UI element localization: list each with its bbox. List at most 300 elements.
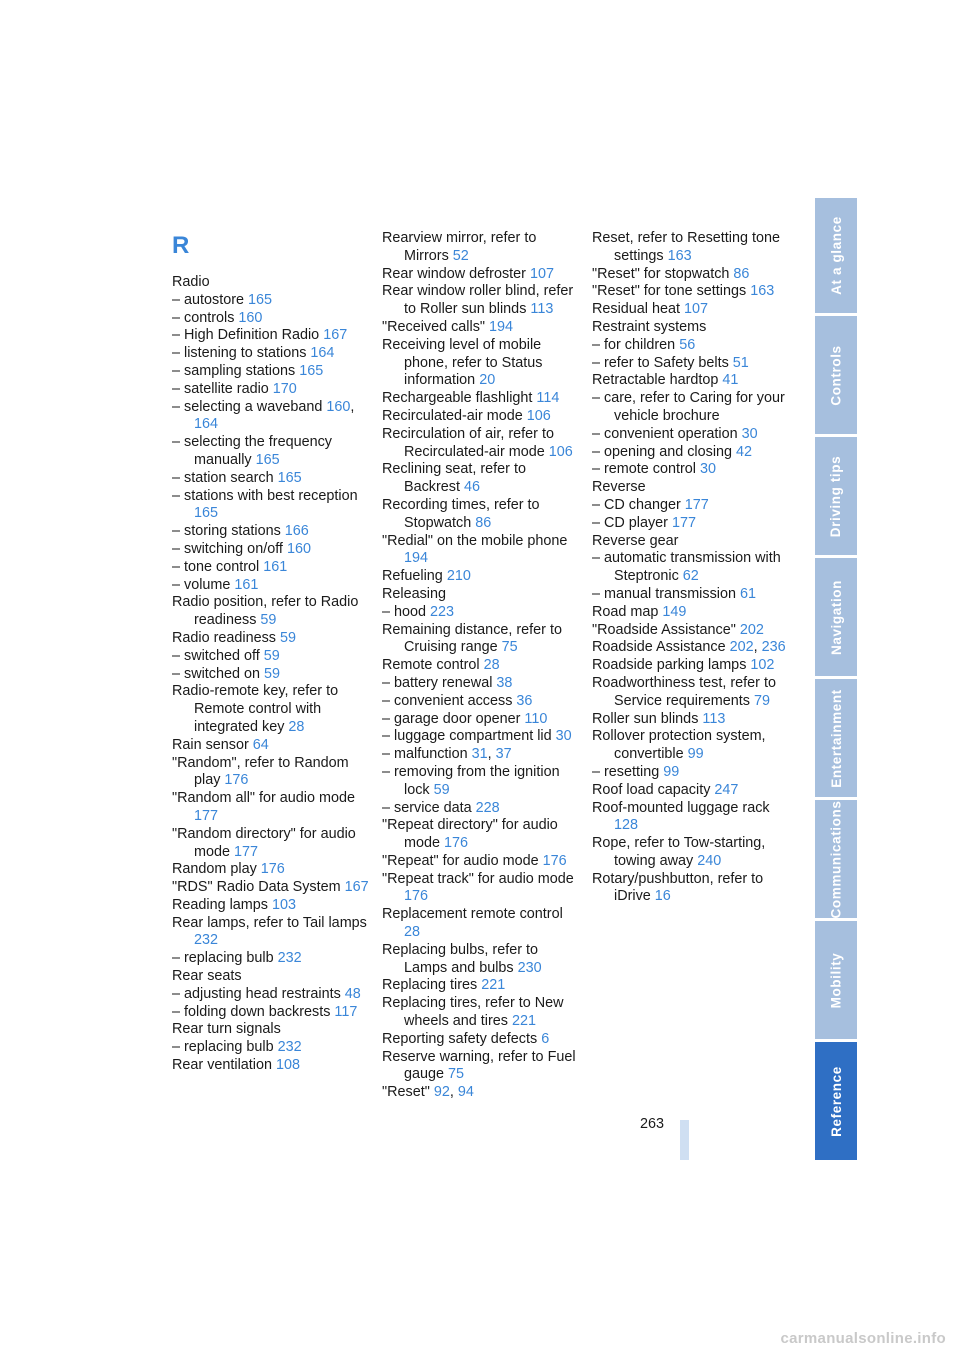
- index-entry-text: Rope, refer to Tow-starting, towing away: [592, 835, 766, 869]
- page-reference-link[interactable]: 176: [444, 835, 469, 852]
- index-entry: [592, 515, 792, 533]
- index-entry: [382, 1031, 582, 1049]
- index-entry: [382, 390, 582, 408]
- index-entry-text: – station search: [172, 469, 278, 486]
- index-entry: [172, 648, 372, 666]
- index-entry-text: Roadside parking lamps: [592, 657, 751, 674]
- index-entry: [172, 897, 372, 915]
- page-reference-link[interactable]: 176: [224, 772, 249, 789]
- index-entry-text: Roof load capacity: [592, 781, 715, 798]
- page-reference-link[interactable]: 46: [463, 479, 480, 496]
- index-entry-text: Rear window roller blind, refer to Roller sun blinds: [382, 283, 574, 318]
- page-reference-link[interactable]: 164: [310, 345, 335, 362]
- page-reference-link[interactable]: 48: [344, 985, 361, 1002]
- page-reference-link[interactable]: 75: [448, 1066, 465, 1083]
- page-reference-link[interactable]: 30: [555, 728, 572, 745]
- index-entry: [592, 533, 792, 551]
- page-reference-link[interactable]: 106: [548, 443, 573, 460]
- page-reference-link[interactable]: 99: [687, 746, 704, 763]
- index-entry: [592, 639, 792, 657]
- page-reference-link[interactable]: 232: [277, 1039, 302, 1056]
- page-reference-link[interactable]: 194: [489, 318, 514, 335]
- index-entry-text: – replacing bulb: [172, 1039, 278, 1056]
- page-reference-link[interactable]: 92: [433, 1084, 450, 1101]
- watermark: carmanualsonline.info: [780, 1330, 946, 1347]
- index-entry-text: "Reset": [382, 1084, 434, 1101]
- index-entry: [382, 1049, 582, 1085]
- index-entry-text: Reading lamps: [172, 896, 272, 913]
- index-entry-text: Rear seats: [172, 968, 242, 985]
- page-reference-link[interactable]: 94: [457, 1084, 474, 1101]
- index-entry-text: – automatic transmission with Steptronic: [592, 550, 781, 585]
- index-entry-text: Rear turn signals: [172, 1021, 281, 1038]
- index-entry: [592, 657, 792, 675]
- index-entry-text: Rotary/pushbutton, refer to iDrive: [592, 870, 764, 905]
- index-entry-text: Reclining seat, refer to Backrest: [382, 461, 526, 496]
- index-entry: [172, 559, 372, 577]
- page-reference-link[interactable]: 149: [662, 603, 687, 620]
- index-entry-text: – sampling stations: [172, 362, 300, 379]
- index-entry: [592, 675, 792, 711]
- page-reference-link[interactable]: 113: [530, 301, 554, 318]
- index-entry-text: Rearview mirror, refer to Mirrors: [382, 230, 537, 264]
- index-entry: [592, 550, 792, 586]
- index-entry: [172, 755, 372, 791]
- page-reference-link[interactable]: 160: [238, 309, 263, 326]
- index-entry-text: – selecting the frequency manually: [172, 434, 332, 468]
- index-entry-text: – controls: [172, 309, 239, 326]
- index-entry: [172, 488, 372, 524]
- page-reference-link[interactable]: 177: [671, 514, 696, 531]
- page-reference-link[interactable]: 167: [344, 879, 369, 896]
- index-entry: [382, 675, 582, 693]
- page-reference-link[interactable]: 86: [733, 265, 750, 282]
- index-entry-text: – tone control: [172, 558, 264, 575]
- page-reference-link[interactable]: 177: [234, 843, 259, 860]
- index-entry: [382, 711, 582, 729]
- index-entry-text: "Random", refer to Random play: [172, 754, 349, 789]
- page-reference-link[interactable]: 165: [194, 505, 219, 522]
- index-entry: [592, 461, 792, 479]
- index-entry: [592, 782, 792, 800]
- page-number-bar: [680, 1120, 689, 1160]
- page-reference-link[interactable]: 38: [496, 674, 513, 691]
- page-reference-link[interactable]: 128: [614, 817, 639, 834]
- index-entry: [382, 1084, 582, 1102]
- page-reference-link[interactable]: 167: [323, 327, 348, 344]
- page-reference-link[interactable]: 103: [272, 896, 297, 913]
- page-reference-link[interactable]: 75: [501, 639, 518, 656]
- index-entry-text: – switched off: [172, 647, 264, 664]
- index-entry-text: "Random all" for audio mode: [172, 790, 356, 807]
- index-entry: [382, 497, 582, 533]
- page-reference-link[interactable]: 202: [739, 621, 764, 638]
- index-entry: [172, 683, 372, 736]
- index-entry: [172, 737, 372, 755]
- index-entry-text: Releasing: [382, 585, 446, 602]
- page-reference-link[interactable]: 176: [542, 852, 567, 869]
- index-entry-text: "Reset" for stopwatch: [592, 265, 734, 282]
- index-entry-text: Refueling: [382, 568, 447, 585]
- index-entry-text: – replacing bulb: [172, 950, 278, 967]
- index-entry: [382, 746, 582, 764]
- index-entry-text: Roadside Assistance: [592, 639, 730, 656]
- index-entry-text: Random play: [172, 861, 261, 878]
- page-reference-link[interactable]: 114: [536, 390, 560, 407]
- index-entry: [382, 230, 582, 266]
- page-reference-link[interactable]: 164: [194, 416, 219, 433]
- page-reference-link[interactable]: 59: [433, 781, 450, 798]
- section-tab-label: At a glance: [828, 216, 844, 295]
- page-reference-link[interactable]: 160: [286, 540, 311, 557]
- index-entry-text: Recirculation of air, refer to Recirculated-air mode: [382, 425, 554, 460]
- page-reference-link[interactable]: 86: [475, 514, 492, 531]
- index-entry: [382, 337, 582, 390]
- index-entry-text: Rear window defroster: [382, 265, 530, 282]
- page-reference-link[interactable]: 228: [475, 799, 500, 816]
- index-entry: [592, 355, 792, 373]
- index-entry-text: – manual transmission: [592, 585, 740, 602]
- section-tab-driving-tips[interactable]: [815, 437, 857, 555]
- index-entry: [592, 319, 792, 337]
- index-entry: [382, 817, 582, 853]
- page-reference-link[interactable]: 52: [452, 247, 469, 264]
- index-entry: [592, 622, 792, 640]
- index-entry: [382, 906, 582, 942]
- index-entry: [592, 479, 792, 497]
- page-reference-link[interactable]: 247: [714, 781, 739, 798]
- index-entry-text: – folding down backrests: [172, 1003, 335, 1020]
- section-tab-navigation[interactable]: [815, 558, 857, 676]
- index-entry-text: "Repeat" for audio mode: [382, 852, 543, 869]
- index-entry-text: – CD changer: [592, 496, 685, 513]
- section-tab-label: Entertainment: [828, 688, 844, 788]
- index-entry-text: – for children: [592, 336, 680, 353]
- index-entry: [382, 319, 582, 337]
- index-entry: [382, 871, 582, 907]
- index-entries: [382, 230, 582, 1102]
- page-reference-link[interactable]: 59: [263, 647, 280, 664]
- index-entry: [172, 310, 372, 328]
- index-entry: [172, 1057, 372, 1075]
- index-entry: [172, 577, 372, 595]
- index-entry: [592, 337, 792, 355]
- page-reference-link[interactable]: 28: [288, 718, 305, 735]
- index-entry-text: Residual heat: [592, 301, 685, 318]
- page-reference-link[interactable]: 165: [277, 469, 302, 486]
- index-entry-text: Rear ventilation: [172, 1057, 276, 1074]
- index-entry-text: – opening and closing: [592, 443, 737, 460]
- page-reference-link[interactable]: 117: [334, 1003, 358, 1020]
- index-entry-text: – service data: [382, 799, 476, 816]
- index-entry-text: Recirculated-air mode: [382, 407, 527, 424]
- page-reference-link[interactable]: 6: [541, 1030, 550, 1047]
- index-entry-text: – battery renewal: [382, 674, 497, 691]
- page-reference-link[interactable]: 59: [264, 665, 281, 682]
- index-entry: [382, 728, 582, 746]
- page-number: 263: [640, 1116, 665, 1132]
- index-entry: [592, 586, 792, 604]
- page-reference-link[interactable]: 28: [483, 657, 500, 674]
- index-entry: [172, 826, 372, 862]
- index-entry-text: Reverse: [592, 479, 646, 496]
- page-reference-link[interactable]: 41: [722, 372, 739, 389]
- index-entry-text: Remote control: [382, 657, 484, 674]
- index-entry: [382, 461, 582, 497]
- section-letter: R: [172, 232, 190, 259]
- page-reference-link[interactable]: 161: [234, 576, 259, 593]
- page-reference-link[interactable]: 107: [529, 265, 554, 282]
- index-entry-text: Radio readiness: [172, 629, 280, 646]
- section-tab-label: Communications: [828, 800, 844, 918]
- section-tab-label: Reference: [828, 1065, 844, 1137]
- page-reference-link[interactable]: 176: [260, 861, 285, 878]
- page-reference-link[interactable]: 61: [739, 585, 756, 602]
- index-entry-text: Reset, refer to Resetting tone settings: [592, 230, 780, 264]
- index-entry-text: Radio position, refer to Radio readiness: [172, 594, 359, 629]
- index-entry: [172, 327, 372, 345]
- index-entry: [172, 274, 372, 292]
- index-entry: [382, 408, 582, 426]
- page-reference-link[interactable]: 37: [495, 746, 512, 763]
- page-reference-link[interactable]: 163: [667, 247, 692, 264]
- page-reference-link[interactable]: 232: [277, 950, 302, 967]
- page-reference-link[interactable]: 30: [741, 425, 758, 442]
- index-entry-text: – malfunction: [382, 746, 472, 763]
- index-entry-text: Rollover protection system, convertible: [592, 728, 766, 763]
- page-reference-link[interactable]: 108: [276, 1057, 301, 1074]
- section-tab-mobility[interactable]: [815, 921, 857, 1039]
- index-entry: [592, 283, 792, 301]
- index-entry: [172, 523, 372, 541]
- index-column-2: [382, 230, 582, 1102]
- index-entries: [172, 274, 372, 1075]
- index-entry: [592, 426, 792, 444]
- page-reference-link[interactable]: 165: [248, 291, 273, 308]
- index-entry: [382, 800, 582, 818]
- index-entry: [592, 372, 792, 390]
- page-reference-link[interactable]: 20: [479, 372, 496, 389]
- section-tabs-sidebar: [815, 198, 857, 1163]
- index-entry-text: "Roadside Assistance": [592, 621, 740, 638]
- page-reference-link[interactable]: 165: [255, 451, 280, 468]
- page-reference-link[interactable]: 110: [524, 710, 548, 727]
- section-tab-entertainment[interactable]: [815, 679, 857, 797]
- index-entry-text: – storing stations: [172, 523, 285, 540]
- index-entry-text: – switched on: [172, 665, 264, 682]
- index-entry-text: Receiving level of mobile phone, refer to Status information: [382, 336, 543, 389]
- index-entry: [592, 711, 792, 729]
- index-entry-text: – listening to stations: [172, 345, 311, 362]
- index-entry-text: "Received calls": [382, 318, 489, 335]
- index-entry: [172, 381, 372, 399]
- index-entry: [172, 541, 372, 559]
- index-entry-text: Restraint systems: [592, 318, 707, 335]
- page-reference-link[interactable]: 165: [299, 362, 324, 379]
- page-separator: ,: [753, 639, 762, 656]
- index-entry-text: – convenient operation: [592, 425, 742, 442]
- page-reference-link[interactable]: 223: [430, 603, 455, 620]
- page-reference-link[interactable]: 163: [750, 283, 775, 300]
- index-entry-text: – switching on/off: [172, 540, 287, 557]
- page-reference-link[interactable]: 221: [512, 1013, 537, 1030]
- index-entry: [382, 657, 582, 675]
- section-tab-at-a-glance[interactable]: [815, 198, 857, 313]
- page-reference-link[interactable]: 51: [732, 354, 749, 371]
- section-tab-label: Mobility: [828, 952, 844, 1008]
- page-reference-link[interactable]: 106: [526, 407, 551, 424]
- page-reference-link[interactable]: 170: [272, 380, 297, 397]
- index-entry: [382, 764, 582, 800]
- index-entry: [172, 399, 372, 435]
- index-entry: [172, 915, 372, 951]
- index-entry-text: – stations with best reception: [172, 487, 358, 504]
- index-entry-text: – volume: [172, 576, 235, 593]
- index-entry: [172, 470, 372, 488]
- index-entry: [172, 292, 372, 310]
- index-column-3: [592, 230, 792, 906]
- page-reference-link[interactable]: 176: [404, 888, 429, 905]
- index-entry-text: Radio: [172, 274, 210, 290]
- index-entry: [382, 693, 582, 711]
- index-entry-text: – removing from the ignition lock: [382, 763, 560, 798]
- page-reference-link[interactable]: 59: [280, 629, 297, 646]
- index-entry-text: "Redial" on the mobile phone: [382, 532, 568, 549]
- index-entry: [172, 986, 372, 1004]
- page-reference-link[interactable]: 240: [697, 852, 722, 869]
- index-entry: [172, 666, 372, 684]
- page-reference-link[interactable]: 56: [679, 336, 696, 353]
- page-reference-link[interactable]: 59: [260, 612, 277, 629]
- page-reference-link[interactable]: 30: [699, 461, 716, 478]
- page-separator: ,: [487, 746, 496, 763]
- page-reference-link[interactable]: 113: [702, 710, 726, 727]
- index-entry-text: Retractable hardtop: [592, 372, 723, 389]
- index-entry-text: Radio-remote key, refer to Remote control with integrated key: [172, 683, 339, 735]
- index-entry-text: "Reset" for tone settings: [592, 283, 751, 300]
- page-reference-link[interactable]: 160: [326, 398, 351, 415]
- page-reference-link[interactable]: 166: [284, 523, 309, 540]
- page-reference-link[interactable]: 232: [194, 932, 219, 949]
- section-tab-reference[interactable]: [815, 1042, 857, 1160]
- index-entry-text: Rechargeable flashlight: [382, 390, 537, 407]
- page-reference-link[interactable]: 107: [684, 301, 709, 318]
- index-entry: [382, 995, 582, 1031]
- index-entry: [172, 1021, 372, 1039]
- index-entry: [172, 968, 372, 986]
- page-reference-link[interactable]: 99: [663, 763, 680, 780]
- index-entry-text: – convenient access: [382, 692, 517, 709]
- page-reference-link[interactable]: 42: [736, 443, 753, 460]
- index-entry: [592, 871, 792, 907]
- index-entry-text: Rear lamps, refer to Tail lamps: [172, 914, 367, 931]
- index-entry-text: – hood: [382, 603, 431, 620]
- page-separator: ,: [449, 1084, 458, 1101]
- page-reference-link[interactable]: 64: [252, 736, 269, 753]
- index-entry: [172, 630, 372, 648]
- index-entry-text: Recording times, refer to Stopwatch: [382, 496, 540, 531]
- index-entry: [382, 283, 582, 319]
- index-entry-text: "Repeat track" for audio mode: [382, 870, 574, 887]
- index-entry-text: "Repeat directory" for audio mode: [382, 817, 558, 852]
- index-entry: [172, 363, 372, 381]
- index-entry-text: – refer to Safety belts: [592, 354, 733, 371]
- index-entries: [592, 230, 792, 906]
- page-reference-link[interactable]: 161: [263, 558, 288, 575]
- page-reference-link[interactable]: 221: [481, 977, 506, 994]
- index-entry: [592, 444, 792, 462]
- index-entry-text: – care, refer to Caring for your vehicle brochure: [592, 390, 785, 424]
- index-entry-text: – remote control: [592, 461, 700, 478]
- page-reference-link[interactable]: 16: [654, 888, 671, 905]
- index-entry: [592, 266, 792, 284]
- section-tab-label: Driving tips: [828, 455, 844, 537]
- page-reference-link[interactable]: 194: [404, 550, 429, 567]
- index-entry-text: – High Definition Radio: [172, 327, 324, 344]
- page-reference-link[interactable]: 62: [682, 568, 699, 585]
- section-tab-communications[interactable]: [815, 800, 857, 918]
- index-entry: [592, 497, 792, 515]
- index-entry: [382, 942, 582, 978]
- page-reference-link[interactable]: 102: [750, 657, 775, 674]
- index-entry: [592, 390, 792, 426]
- page-reference-link[interactable]: 36: [516, 692, 533, 709]
- index-entry: [382, 568, 582, 586]
- section-tab-label: Navigation: [828, 579, 844, 655]
- index-entry-text: Roller sun blinds: [592, 710, 703, 727]
- index-entry-text: – satellite radio: [172, 380, 273, 397]
- index-entry-text: Reserve warning, refer to Fuel gauge: [382, 1048, 576, 1083]
- index-entry: [592, 800, 792, 836]
- index-entry: [382, 533, 582, 569]
- index-entry-text: Reverse gear: [592, 532, 679, 549]
- page-reference-link[interactable]: 177: [194, 807, 219, 824]
- page-reference-link[interactable]: 230: [517, 959, 542, 976]
- index-entry: [172, 879, 372, 897]
- index-entry: [592, 301, 792, 319]
- index-entry: [382, 622, 582, 658]
- index-entry-text: Replacing tires, refer to New wheels and tires: [382, 995, 564, 1030]
- index-entry: [172, 345, 372, 363]
- index-entry-text: Roof-mounted luggage rack: [592, 799, 770, 816]
- index-entry-text: Replacing bulbs, refer to Lamps and bulbs: [382, 941, 538, 976]
- index-entry-text: "Random directory" for audio mode: [172, 825, 356, 860]
- index-entry: [382, 586, 582, 604]
- section-tab-controls[interactable]: [815, 316, 857, 434]
- index-entry: [172, 434, 372, 470]
- index-entry: [592, 728, 792, 764]
- page-reference-link[interactable]: 31: [471, 746, 488, 763]
- page-reference-link[interactable]: 79: [753, 692, 770, 709]
- index-entry-text: – garage door opener: [382, 710, 525, 727]
- index-entry: [382, 266, 582, 284]
- index-entry: [592, 835, 792, 871]
- page-reference-link[interactable]: 177: [684, 496, 709, 513]
- page-reference-link[interactable]: 28: [404, 924, 421, 941]
- index-entry: [592, 230, 792, 266]
- section-tab-label: Controls: [828, 344, 844, 406]
- page-separator: ,: [350, 398, 355, 415]
- page-reference-link[interactable]: 210: [446, 568, 471, 585]
- page-reference-link[interactable]: 202: [729, 639, 754, 656]
- index-entry: [592, 604, 792, 622]
- index-entry-text: Road map: [592, 603, 663, 620]
- index-entry-text: Replacement remote control: [382, 906, 563, 923]
- index-entry-text: "RDS" Radio Data System: [172, 879, 345, 896]
- index-entry-text: Replacing tires: [382, 977, 482, 994]
- index-entry: [382, 426, 582, 462]
- page-reference-link[interactable]: 236: [761, 639, 786, 656]
